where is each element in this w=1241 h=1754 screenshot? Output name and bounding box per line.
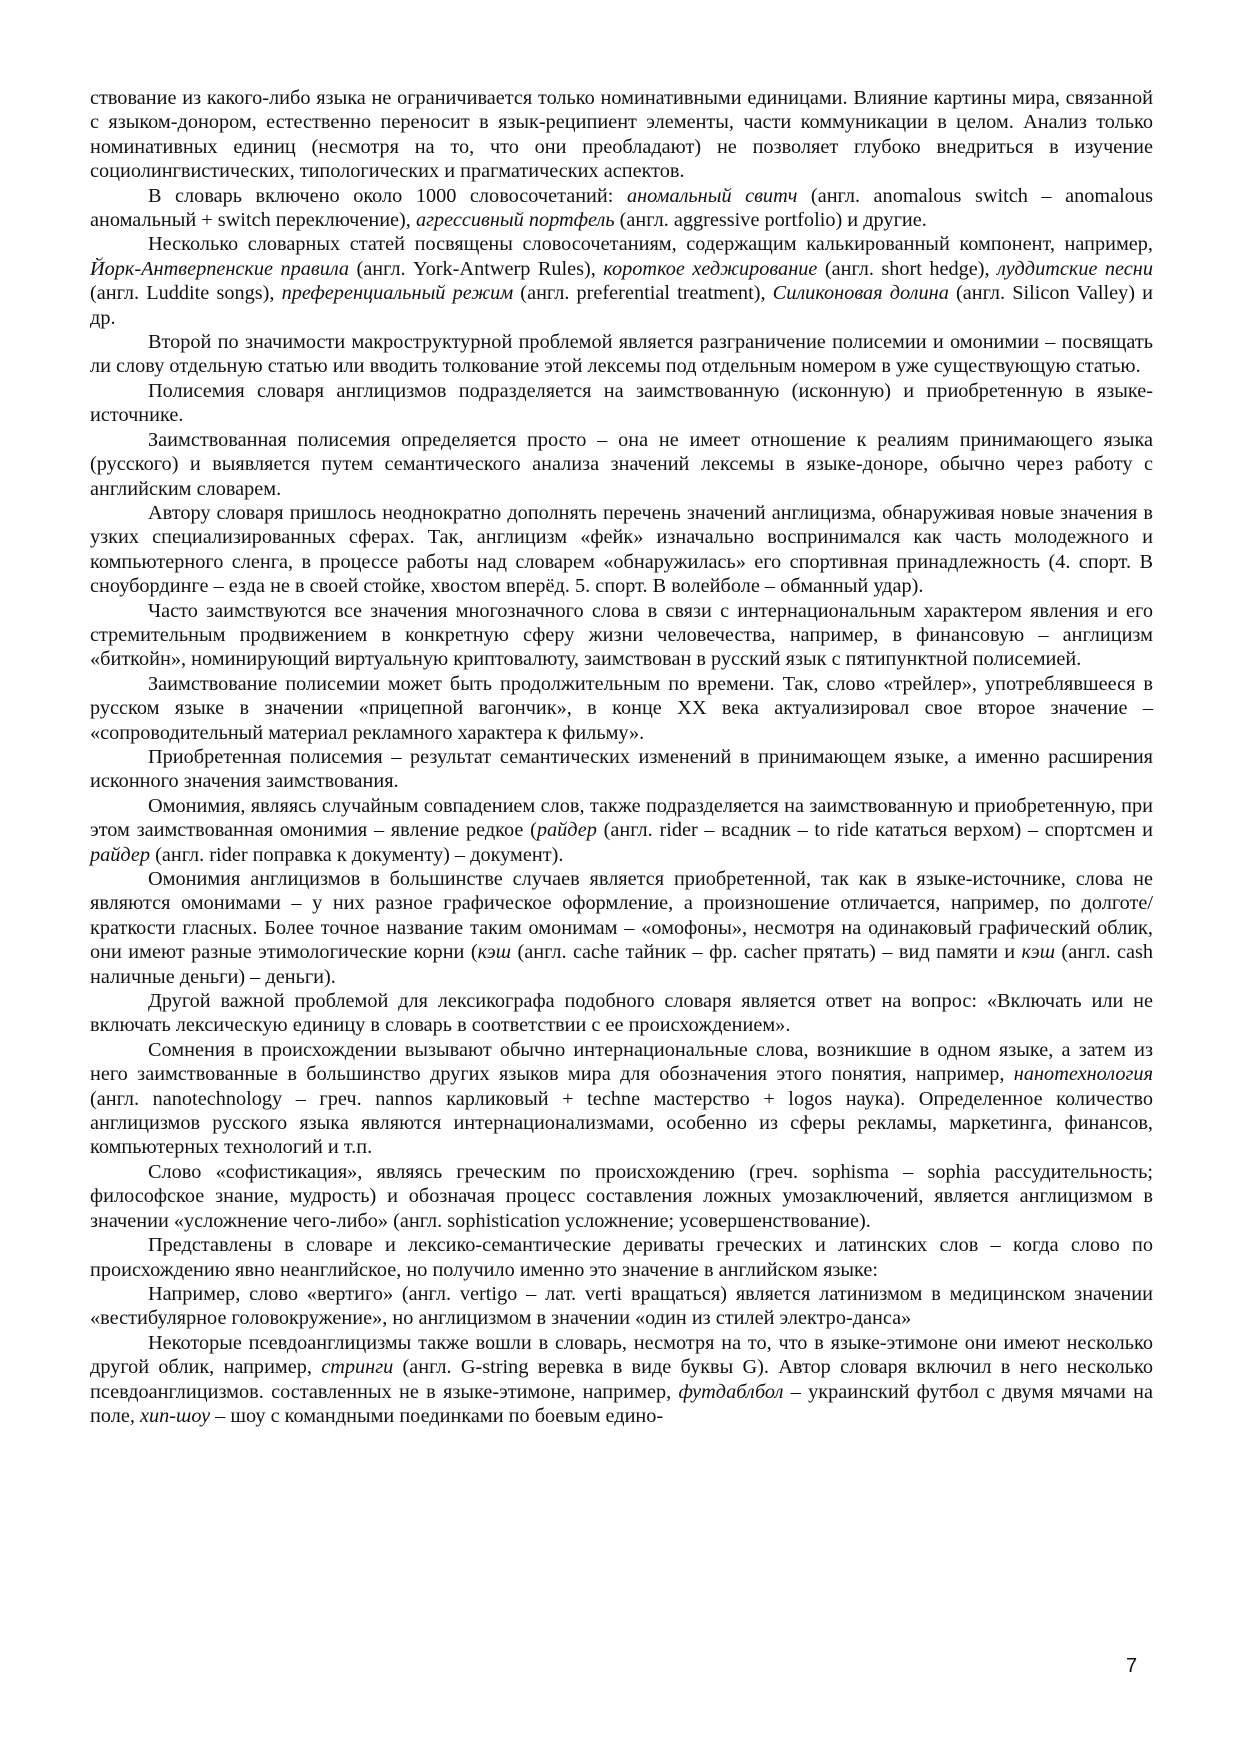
paragraph	[90, 745, 1153, 794]
italic-term: футдаблбол	[678, 1380, 784, 1403]
paragraph	[90, 330, 1153, 379]
text-run: (англ. short hedge),	[817, 257, 998, 280]
paragraph	[90, 1233, 1153, 1282]
text-run: Часто заимствуются все значения многозначного слова в связи с интернациональным характером явления и его стремительным продвижением в конкретную сферу жизни человечества, например, в финансовую – англицизм «биткойн», номинирующий виртуальную криптовалюту, заимствован в русский язык с пятипунктной полисемией.	[90, 599, 1153, 671]
text-run: Сомнения в происхождении вызывают обычно интернациональные слова, возникшие в одном языке, а затем из него заимствованные в большинство других языков мира для обозначения этого понятия, например,	[90, 1038, 1153, 1086]
italic-term: хип-шоу	[140, 1404, 211, 1427]
text-run: Омонимия англицизмов в большинстве случаев является приобретенной, так как в языке-источнике, слова не являются омонимами – у них разное графическое оформление, а произношение отличается, например, по долготе/краткости гласных. Более точное название таким омонимам – «омофоны», несмотря на одинаковый графический облик, они имеют разные этимологические корни (	[90, 868, 1153, 964]
paragraph	[90, 428, 1153, 501]
text-run: (англ. cash наличные деньги) – деньги).	[90, 941, 1153, 988]
paragraph	[90, 379, 1153, 428]
text-run: Омонимия, являясь случайным совпадением слов, также подразделяется на заимствованную и приобретенную, при этом заимствованная омонимия – явление редкое (	[90, 794, 1153, 842]
paragraph	[90, 232, 1153, 330]
text-run: Приобретенная полисемия – результат семантических изменений в принимающем языке, а именно расширения исконного значения заимствования.	[90, 745, 1153, 793]
text-run: Второй по значимости макроструктурной проблемой является разграничение полисемии и омонимии – посвящать ли слову отдельную статью или вводить толкование этой лексемы под отдельным номером в уже существующую статью.	[90, 331, 1153, 378]
italic-term: кэш	[1021, 941, 1056, 964]
paragraph	[90, 1160, 1153, 1233]
text-run: (англ. rider – всадник – to ride кататься верхом) – спортсмен и	[596, 819, 1154, 842]
text-run: (англ. nanotechnology – греч. nannos карликовый + techne мастерство + logos наука). Определенное количество англицизмов русского языка являются интернационализмами, особенно из сферы рекламы, маркетинга, финансов, компьютерных технологий и т.п.	[90, 1087, 1153, 1159]
text-run: Некоторые псевдоанглицизмы также вошли в словарь, несмотря на то, что в языке-этимоне они имеют несколько другой облик, например,	[90, 1331, 1153, 1379]
document-body	[90, 86, 1153, 1428]
text-run: (англ. rider поправка к документу) – документ).	[150, 843, 564, 866]
text-run: (англ. cache тайник – фр. cacher прятать) – вид памяти и	[511, 941, 1022, 964]
italic-term: короткое хеджирование	[603, 257, 818, 280]
paragraph	[90, 184, 1153, 233]
italic-term: стринги	[321, 1356, 394, 1379]
text-run: – украинский футбол с двумя мячами на поле,	[90, 1380, 1153, 1427]
paragraph	[90, 86, 1153, 184]
paragraph	[90, 1282, 1153, 1331]
text-run: Представлены в словаре и лексико-семантические дериваты греческих и латинских слов – когда слово по происхождению явно неанглийское, но получило именно это значение в английском языке:	[90, 1234, 1153, 1281]
text-run: (англ. G-string веревка в виде буквы G). Автор словаря включил в него несколько псевдоанглицизмов. составленных не в языке-этимоне, например,	[90, 1356, 1154, 1403]
italic-term: райдер	[536, 819, 597, 842]
text-run: Заимствованная полисемия определяется просто – она не имеет отношение к реалиям принимающего языка (русского) и выявляется путем семантического анализа значений лексемы в языке-доноре, обычно через работу с английским словарем.	[90, 428, 1153, 500]
text-run: Заимствование полисемии может быть продолжительным по времени. Так, слово «трейлер», употреблявшееся в русском языке в значении «прицепной вагончик», в конце XX века актуализировал свое второе значение – «сопроводительный материал рекламного характера к фильму».	[90, 672, 1153, 744]
paragraph	[90, 672, 1153, 745]
text-run: (англ. aggressive portfolio) и другие.	[614, 209, 927, 232]
paragraph	[90, 1038, 1153, 1160]
text-run: (англ. preferential treatment),	[513, 282, 773, 305]
italic-term: луддитские песни	[997, 257, 1153, 280]
italic-term: Силиконовая долина	[772, 282, 949, 305]
text-run: Полисемия словаря англицизмов подразделяется на заимствованную (исконную) и приобретенную в языке-источнике.	[90, 379, 1153, 427]
text-run: Другой важной проблемой для лексикографа подобного словаря является ответ на вопрос: «Включать или не включать лексическую единицу в словарь в соответствии с ее происхождением».	[90, 990, 1153, 1037]
italic-term: райдер	[90, 843, 151, 866]
italic-term: Йорк-Антверпенские правила	[90, 257, 350, 280]
text-run: (англ. Luddite songs),	[90, 282, 282, 305]
text-run: (англ. Silicon Valley) и др.	[90, 282, 1154, 329]
italic-term: аномальный свитч	[626, 184, 798, 207]
text-run: Несколько словарных статей посвящены словосочетаниям, содержащим калькированный компонент, например,	[148, 233, 1153, 256]
text-run: ствование из какого-либо языка не ограничивается только номинативными единицами. Влияние картины мира, связанной с языком-донором, естественно переносит в язык-реципиент элементы, части коммуникации в целом. Анализ только номинативных единиц (несмотря на то, что они преобладают) не позволяет глубоко внедриться в изучение социолингвистических, типологических и прагматических аспектов.	[90, 87, 1153, 183]
paragraph	[90, 989, 1153, 1038]
text-run: Слово «софистикация», являясь греческим по происхождению (греч. sophisma – sophia рассудительность; философское знание, мудрость) и обозначая процесс составления ложных умозаключений, является англицизмом в значении «усложнение чего-либо» (англ. sophistication усложнение; усовершенствование).	[90, 1160, 1153, 1232]
paragraph	[90, 1331, 1153, 1429]
paragraph	[90, 867, 1153, 989]
page-number: 7	[1126, 1655, 1138, 1677]
text-run: (англ. York-Antwerp Rules),	[349, 257, 604, 280]
italic-term: агрессивный портфель	[415, 209, 615, 232]
paragraph	[90, 599, 1153, 672]
paragraph	[90, 501, 1153, 599]
text-run: Например, слово «вертиго» (англ. vertigo – лат. verti вращаться) является латинизмом в медицинском значении «вестибулярное головокружение», но англицизмом в значении «один из стилей электро-данса»	[90, 1282, 1153, 1330]
text-run: В словарь включено около 1000 словосочетаний:	[148, 184, 627, 207]
text-run: – шоу с командными поединками по боевым едино-	[210, 1404, 664, 1427]
italic-term: нанотехнология	[1013, 1063, 1153, 1086]
italic-term: преференциальный режим	[281, 282, 514, 305]
text-run: (англ. anomalous switch – anomalous аномальный + switch переключение),	[90, 184, 1153, 232]
paragraph	[90, 794, 1153, 867]
text-run: Автору словаря пришлось неоднократно дополнять перечень значений англицизма, обнаруживая новые значения в узких специализированных сферах. Так, англицизм «фейк» изначально воспринимался как часть молодежного и компьютерного сленга, в процессе работы над словарем «обнаружилась» его спортивная принадлежность (4. спорт. В сноубординге – езда не в своей стойке, хвостом вперёд. 5. спорт. В волейболе – обманный удар).	[90, 501, 1153, 598]
italic-term: кэш	[477, 941, 512, 964]
